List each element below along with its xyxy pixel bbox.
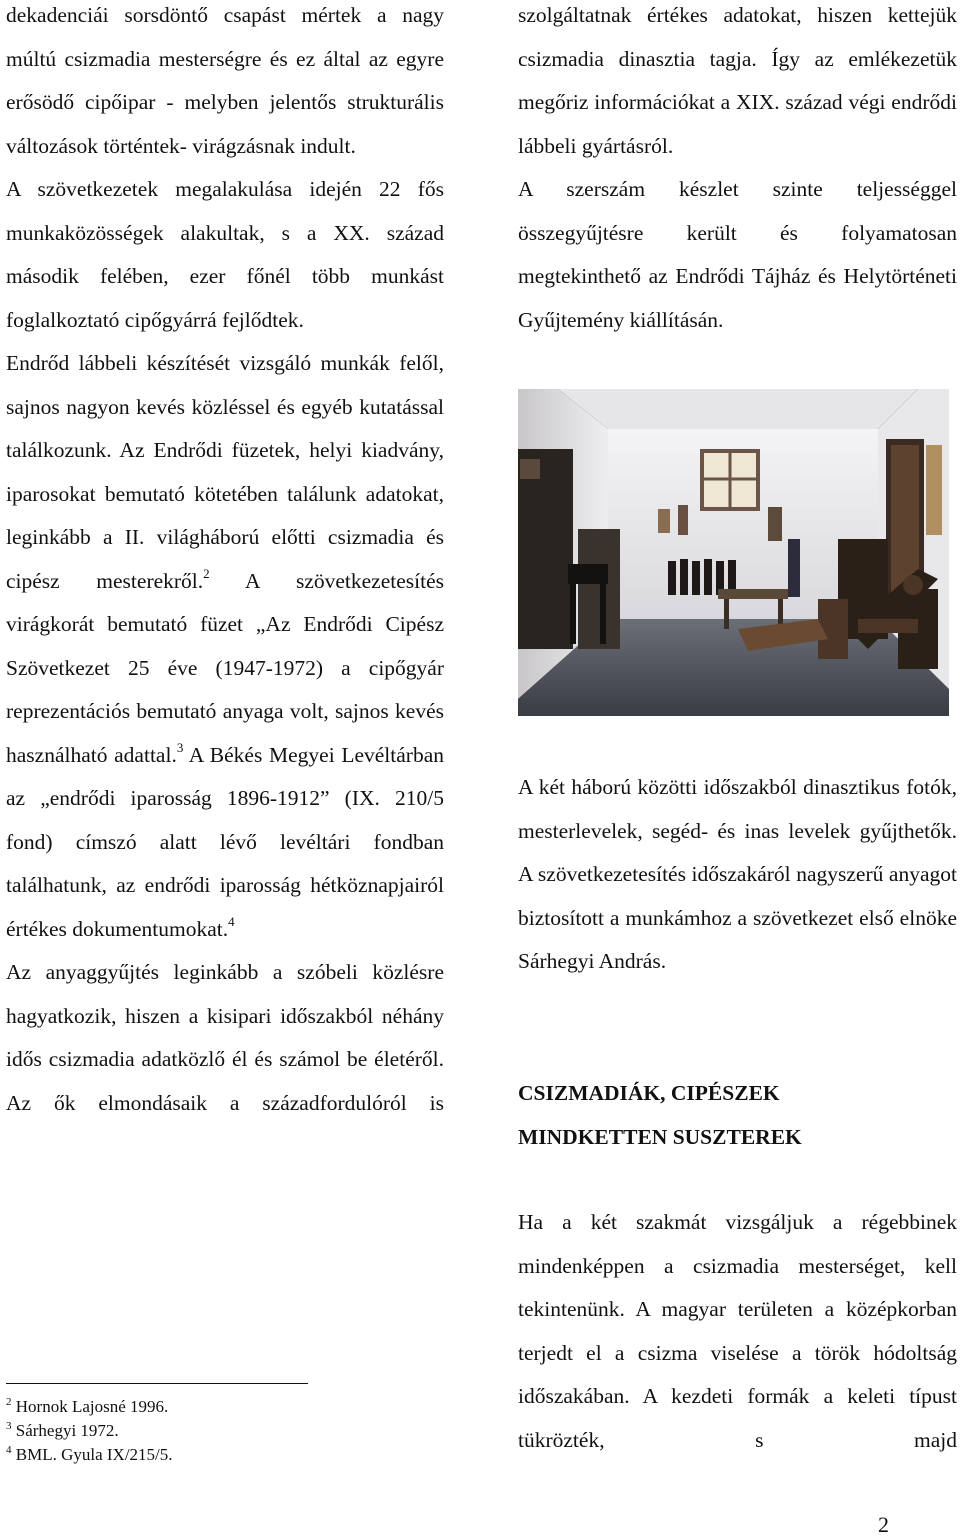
sources-text-b: A szövetkezetesítés virágkorát bemutató füzet „Az Endrődi Cipész Szövetkezet 25 éve (1947-1972) a cipőgyár reprezentációs bemutató anyaga volt, sajnos kevés használható adattal.	[6, 568, 444, 767]
footnote-separator	[6, 1383, 308, 1384]
footnotes	[6, 1395, 406, 1467]
footnote-ref-2: 2	[203, 565, 210, 581]
right-column-bottom	[518, 1201, 957, 1462]
section-heading-line-2: MINDKETTEN SUSZTEREK	[518, 1125, 802, 1149]
section-heading	[518, 1071, 957, 1159]
sources-text-a: Endrőd lábbeli készítését vizsgáló munkák felől, sajnos nagyon kevés közléssel és egyéb kutatással találkozunk. Az Endrődi füzetek, helyi kiadvány, iparosokat bemutató kötetében találunk adatokat, leginkább a II. világháború előtti csizmadia és cipész mesterekről.	[6, 351, 444, 593]
footnote-3: $^3$ Sárhegyi 1972.	[6, 1420, 119, 1440]
footnote-ref-3: 3	[176, 739, 184, 755]
paragraph-cooperatives: A szövetkezetek megalakulása idején 22 fős munkaközösségek alakultak, s a XX. század második felében, ezer főnél több munkást foglalkoztató cipőgyárrá fejlődtek.	[6, 177, 444, 332]
page-number: 2	[878, 1512, 889, 1537]
left-column	[6, 0, 444, 1125]
paragraph-sources	[6, 342, 444, 951]
paragraph-valuable-data: szolgáltatnak értékes adatokat, hiszen kettejük csizmadia dinasztia tagja. Így az emlékezetük megőriz információkat a XIX. század végi endrődi lábbeli gyártásról.	[518, 3, 957, 158]
footnote-4: $^4$ BML. Gyula IX/215/5.	[6, 1444, 173, 1464]
workshop-photo-illustration	[518, 389, 949, 716]
paragraph-toolset: A szerszám készlet szinte teljességgel összegyűjtésre került és folyamatosan megtekinthető az Endrődi Tájház és Helytörténeti Gyűjtemény kiállításán.	[518, 177, 957, 332]
footnote-2: $^2$ Hornok Lajosné 1996.	[6, 1396, 169, 1416]
paragraph-decline: dekadenciái sorsdöntő csapást mértek a nagy múltú csizmadia mesterségre és ez által az egyre erősödő cipőipar - melyben jelentős strukturális változások történtek- virágzásnak indult.	[6, 3, 444, 158]
sources-text-c: A Békés Megyei Levéltárban az „endrődi iparosság 1896-1912” (IX. 210/5 fond) címszó alatt lévő levéltári fondban találhatunk, az endrődi iparosság hétköznapjairól értékes dokumentumokat.	[6, 742, 444, 941]
workshop-photo	[518, 389, 949, 716]
right-column-middle	[518, 766, 957, 984]
paragraph-interwar-documents: A két háború közötti időszakból dinasztikus fotók, mesterlevelek, segéd- és inas levelek gyűjthetők. A szövetkezetesítés időszakáról nagyszerű anyagot biztosított a munkámhoz a szövetkezet első elnöke Sárhegyi András.	[518, 775, 957, 973]
section-heading-line-1: CSIZMADIÁK, CIPÉSZEK	[518, 1081, 780, 1105]
footnote-ref-4: 4	[228, 913, 235, 929]
paragraph-two-trades: Ha a két szakmát vizsgáljuk a régebbinek mindenképpen a csizmadia mesterséget, kell tekintenünk. A magyar területen a középkorban terjedt el a csizma viselése a török hódoltság időszakában. A kezdeti formák a keleti típust tükrözték, s majd	[518, 1210, 957, 1452]
paragraph-oral-collection: Az anyaggyűjtés leginkább a szóbeli közlésre hagyatkozik, hiszen a kisipari időszakból néhány idős csizmadia adatközlő él és számol be életéről. Az ők elmondásaik a századfordulóról is	[6, 960, 444, 1115]
right-column-top	[518, 0, 957, 342]
